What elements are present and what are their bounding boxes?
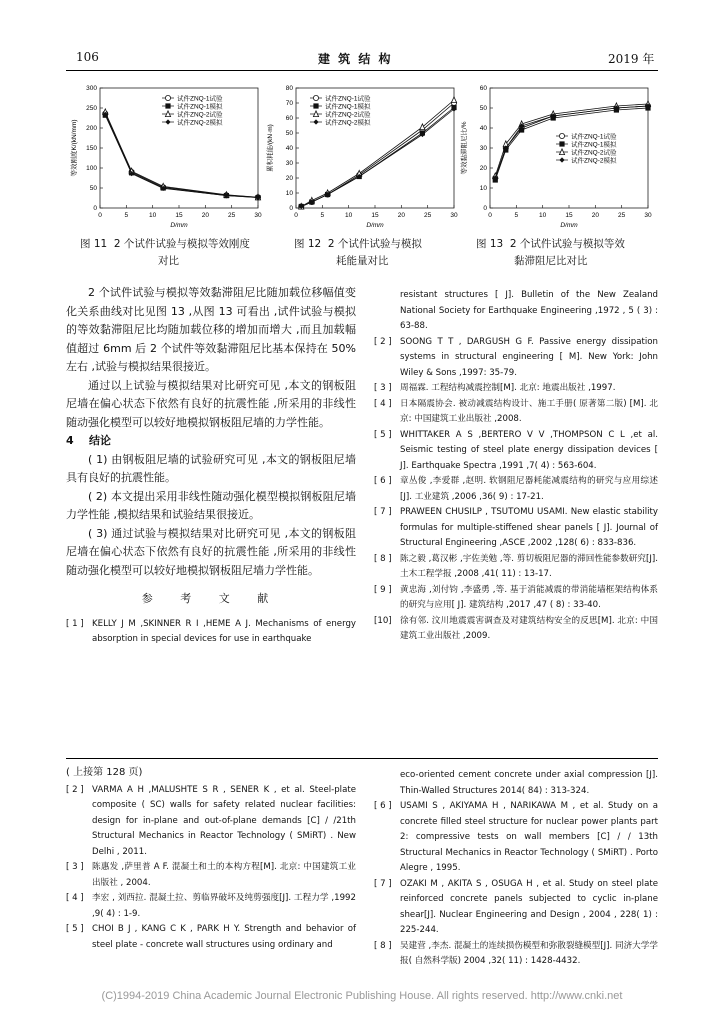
x-tick-label: 10 <box>345 212 353 219</box>
series-line <box>105 114 258 197</box>
figure-11-stiffness-chart <box>66 80 266 230</box>
plot-frame <box>490 88 648 208</box>
legend-marker <box>559 133 564 138</box>
reference-text: 吴建营 ,李杰. 混凝土的连续损伤模型和弥散裂缝模型[J]. 同济大学学报( 自然科学版) 2004 ,32( 11) : 1428-4432. <box>400 940 658 966</box>
reference-number: [ 4 ] <box>374 398 392 409</box>
reference-item <box>66 860 356 891</box>
legend-marker <box>165 119 170 124</box>
figure-12-caption: 图 12 2 个试件试验与模拟 耗能量对比 <box>294 238 422 267</box>
reference-number: [ 5 ] <box>66 924 84 934</box>
x-tick-label: 5 <box>320 212 325 219</box>
figure-11-caption: 图 11 2 个试件试验与模拟等效刚度 对比 <box>80 238 250 267</box>
x-tick-label: 30 <box>450 212 458 219</box>
legend-marker <box>559 157 564 162</box>
legend-label: 试件ZNQ-1试验 <box>177 95 223 103</box>
reference-number: [ 9 ] <box>374 584 392 595</box>
x-tick-label: 5 <box>124 212 129 219</box>
legend-label: 试件ZNQ-2试验 <box>177 111 223 119</box>
reference-item <box>374 381 658 397</box>
legend-label: 试件ZNQ-1模拟 <box>177 103 223 111</box>
reference-number: [ 6 ] <box>374 801 392 811</box>
reference-text: CHOI B J , KANG C K , PARK H Y. Strength and behavior of steel plate - concrete wall structures using ordinary and <box>92 924 356 950</box>
journal-year: 2019 年 <box>608 52 655 66</box>
reference-text: 周福霖. 工程结构减震控制[M]. 北京: 地震出版社 ,1997. <box>400 383 616 393</box>
x-tick-label: 15 <box>371 212 379 219</box>
legend-marker <box>313 95 318 100</box>
legend-label: 试件ZNQ-1试验 <box>325 95 371 103</box>
header-rule <box>66 70 658 71</box>
x-axis-label: D/mm <box>366 222 384 229</box>
y-tick-label: 250 <box>86 105 97 113</box>
reference-text: 日本隔震协会. 被动减震结构设计、施工手册( 原著第二版) [M]. 北京: 中国建筑工业出版社 ,2008. <box>400 398 658 424</box>
x-tick-label: 25 <box>618 212 626 219</box>
reference-number: [ 6 ] <box>374 476 392 486</box>
x-tick-label: 0 <box>294 212 298 219</box>
x-axis-label: D/mm <box>560 222 578 229</box>
legend-label: 试件ZNQ-1模拟 <box>325 103 371 111</box>
x-tick-label: 30 <box>644 212 652 219</box>
y-axis-label: 累积耗能/(kN·m) <box>267 124 274 172</box>
y-axis-label: 等效黏滞阻尼比/% <box>461 121 468 175</box>
legend-label: 试件ZNQ-2模拟 <box>177 119 223 127</box>
reference-text: 陈之毅 ,葛汉彬 ,宇佐美勉 ,等. 剪切板阻尼器的滞回性能参数研究[J]. 土木工程学报 ,2008 ,41( 11) : 13-17. <box>400 553 658 579</box>
conclusion-2: ( 2) 本文提出采用非线性随动强化模型模拟钢板阻尼墙力学性能 ,模拟结果和试验结果很接近。 <box>66 489 356 521</box>
y-tick-label: 60 <box>285 115 293 123</box>
legend-label: 试件ZNQ-2模拟 <box>325 119 371 127</box>
reference-text: OZAKI M , AKITA S , OSUGA H , et al. Study on steel plate reinforced concrete panels subjected to cyclic in-plane shear[J]. Nuclear Engineering and Design , 2004 , 228( 1) : 225-244. <box>400 878 658 935</box>
x-tick-label: 10 <box>149 212 157 219</box>
data-point <box>420 124 425 130</box>
x-tick-label: 5 <box>514 212 519 219</box>
y-tick-label: 50 <box>479 105 487 113</box>
reference-item <box>374 397 658 428</box>
y-tick-label: 50 <box>285 130 293 138</box>
legend-marker <box>165 103 170 108</box>
reference-number: [ 3 ] <box>66 862 84 872</box>
y-tick-label: 0 <box>93 205 97 213</box>
reference-item <box>374 505 658 552</box>
reference-item: [ 1 ] KELLY J M ,SKINNER R I ,HEME A J. Mechanisms of energy absorption in special devices for use in earthquake <box>66 618 356 644</box>
x-tick-label: 15 <box>565 212 573 219</box>
x-tick-label: 0 <box>488 212 492 219</box>
conclusion-3: ( 3) 通过试验与模拟结果对比研究可见 ,本文的钢板阻尼墙在偏心状态下依然有良好的抗震性能 ,所采用的非线性随动强化模型可以较好地模拟钢板阻尼墙力学性能。 <box>66 526 356 577</box>
legend-label: 试件ZNQ-1试验 <box>571 133 617 141</box>
reference-item <box>374 552 658 583</box>
continuation-right <box>374 768 658 970</box>
reference-item <box>374 288 658 335</box>
references-heading: 参 考 文 献 <box>141 592 281 605</box>
continuation-left <box>66 764 356 953</box>
reference-text: 徐有邻. 汶川地震震害调查及对建筑结构安全的反思[M]. 北京: 中国建筑工业出版社 ,2009. <box>400 615 658 641</box>
y-tick-label: 50 <box>89 185 97 193</box>
left-column <box>66 284 356 648</box>
y-tick-label: 70 <box>285 100 293 108</box>
y-tick-label: 60 <box>479 85 487 93</box>
x-tick-label: 25 <box>424 212 432 219</box>
reference-number: [ 8 ] <box>374 940 392 951</box>
x-tick-label: 15 <box>175 212 183 219</box>
figure-12-energy-chart <box>262 80 462 230</box>
y-tick-label: 100 <box>86 165 97 173</box>
x-tick-label: 30 <box>254 212 262 219</box>
reference-text: WHITTAKER A S ,BERTERO V V ,THOMPSON C L ,et al. Seismic testing of steel plate energy dissipation devices [ J]. Earthquake Spectra ,1991 ,7( 4) : 563-604. <box>400 429 658 471</box>
copyright-footer: (C)1994-2019 China Academic Journal Electronic Publishing House. All rights reserved. http://www.cnki.net <box>101 990 623 1002</box>
reference-text: SOONG T T , DARGUSH G F. Passive energy dissipation systems in structural engineering [ M]. New York: John Wiley & Sons ,1997: 35-79. <box>400 336 658 378</box>
section-heading-conclusion: 4 结论 <box>66 434 111 447</box>
y-tick-label: 150 <box>86 145 97 153</box>
reference-item <box>374 583 658 614</box>
y-tick-label: 30 <box>479 145 487 153</box>
journal-name: 建 筑 结 构 <box>318 52 393 66</box>
reference-number: [ 4 ] <box>66 893 84 903</box>
reference-text: 章丛俊 ,李爱群 ,赵明. 软钢阻尼器耗能减震结构的研究与应用综述[J]. 工业建筑 ,2006 ,36( 9) : 17-21. <box>400 476 658 502</box>
page-number: 106 <box>76 50 99 64</box>
reference-item <box>66 891 356 922</box>
reference-item <box>374 877 658 939</box>
y-tick-label: 20 <box>479 165 487 173</box>
reference-item <box>374 428 658 475</box>
reference-number <box>374 768 400 799</box>
reference-item <box>374 768 658 799</box>
reference-text: USAMI S , AKIYAMA H , NARIKAWA M , et al. Study on a concrete filled steel structure for nuclear power plants part 2: compressive tests on wall members [C] / / 13th Structural Mechanics in Reactor Technology ( SMiRT) . Porto Alegre , 1995. <box>400 801 658 873</box>
y-axis-label: 等效刚度K/(kN/mm) <box>71 119 78 177</box>
reference-number: [ 8 ] <box>374 553 392 564</box>
paragraph-summary: 通过以上试验与模拟结果对比研究可见 ,本文的钢板阻尼墙在偏心状态下依然有良好的抗震性能 ,所采用的非线性随动强化模型可以较好地模拟钢板阻尼墙的力学性能。 <box>66 378 356 429</box>
x-axis-label: D/mm <box>170 222 188 229</box>
x-tick-label: 20 <box>591 212 599 219</box>
reference-number: [10] <box>374 615 392 626</box>
reference-text: eco-oriented cement concrete under axial compression [J]. Thin-Walled Structures 2014( 84) : 313-324. <box>400 770 658 796</box>
reference-item <box>374 614 658 645</box>
reference-item <box>374 335 658 382</box>
legend-label: 试件ZNQ-2试验 <box>571 149 617 157</box>
reference-text: 陈惠发 ,萨里普 A F. 混凝土和土的本构方程[M]. 北京: 中国建筑工业出版社 , 2004. <box>92 862 356 888</box>
y-tick-label: 10 <box>479 185 487 193</box>
reference-text: resistant structures [ J]. Bulletin of the New Zealand National Society for Earthquake Engineering ,1972 , 5 ( 3) : 63-88. <box>400 290 658 331</box>
reference-item <box>374 939 658 970</box>
y-tick-label: 40 <box>479 125 487 133</box>
y-tick-label: 0 <box>483 205 487 213</box>
continuation-label: ( 上接第 128 页) <box>66 767 143 778</box>
reference-text: VARMA A H ,MALUSHTE S R , SENER K , et al. Steel-plate composite ( SC) walls for safety related nuclear facilities: design for in-plane and out-of-plane demands [C] / /21th Structural Mechanics in Reactor Technology ( SMiRT) . New Delhi , 2011. <box>92 784 356 857</box>
x-tick-label: 20 <box>201 212 209 219</box>
y-tick-label: 80 <box>285 85 293 93</box>
y-tick-label: 200 <box>86 125 97 133</box>
reference-item <box>374 799 658 877</box>
y-tick-label: 10 <box>285 190 293 198</box>
x-tick-label: 0 <box>98 212 102 219</box>
continuation-divider <box>66 758 658 759</box>
legend-label: 试件ZNQ-2模拟 <box>571 157 617 165</box>
legend-marker <box>313 103 318 108</box>
y-tick-label: 0 <box>289 205 293 213</box>
y-tick-label: 30 <box>285 160 293 168</box>
reference-number: [ 7 ] <box>374 507 392 517</box>
reference-text: 李宏 , 刘西拉. 混凝土拉、剪临界破坏及纯剪强度[J]. 工程力学 ,1992 ,9( 4) : 1-9. <box>92 893 356 919</box>
conclusion-1: ( 1) 由钢板阻尼墙的试验研究可见 ,本文的钢板阻尼墙具有良好的抗震性能。 <box>66 452 356 484</box>
reference-number <box>374 288 400 335</box>
x-tick-label: 25 <box>228 212 236 219</box>
legend-marker <box>559 141 564 146</box>
x-tick-label: 20 <box>397 212 405 219</box>
reference-text: 黄忠海 ,刘付钧 ,李盛勇 ,等. 基于消能减震的带消能墙框架结构体系的研究与应用[ J]. 建筑结构 ,2017 ,47 ( 8) : 33-40. <box>400 584 658 610</box>
legend-marker <box>165 95 170 100</box>
x-tick-label: 10 <box>539 212 547 219</box>
legend-marker <box>313 119 318 124</box>
reference-item <box>66 783 356 861</box>
reference-item <box>374 474 658 505</box>
reference-item <box>66 922 356 953</box>
legend-label: 试件ZNQ-2试验 <box>325 111 371 119</box>
series-line <box>105 115 258 197</box>
legend-label: 试件ZNQ-1模拟 <box>571 141 617 149</box>
right-column-references <box>374 288 658 645</box>
figure-13-caption: 图 13 2 个试件试验与模拟等效 黏滞阻尼比对比 <box>476 238 625 267</box>
reference-number: [ 2 ] <box>374 336 392 347</box>
reference-number: [ 5 ] <box>374 429 392 440</box>
y-tick-label: 20 <box>285 175 293 183</box>
paragraph-damping-comparison: 2 个试件试验与模拟等效黏滞阻尼比随加载位移幅值变化关系曲线对比见图 13 ,从图 13 可看出 ,试件试验与模拟的等效黏滞阻尼比均随加载位移的增加而增大 ,而且加载幅值超过 6mm 后 2 个试件等效黏滞阻尼比基本保持在 50% 左右 ,试验与模拟结果很接近。 <box>66 286 356 373</box>
reference-text: PRAWEEN CHUSILP , TSUTOMU USAMI. New elastic stability formulas for multiple-stiffened shear panels [ J]. Journal of Structural Engineering ,ASCE ,2002 ,128( 6) : 833-836. <box>400 507 658 548</box>
reference-number: [ 7 ] <box>374 878 392 889</box>
reference-number: [ 2 ] <box>66 784 84 795</box>
figure-13-damping-chart <box>456 80 656 230</box>
y-tick-label: 40 <box>285 145 293 153</box>
y-tick-label: 300 <box>86 85 97 93</box>
reference-number: [ 3 ] <box>374 383 392 393</box>
